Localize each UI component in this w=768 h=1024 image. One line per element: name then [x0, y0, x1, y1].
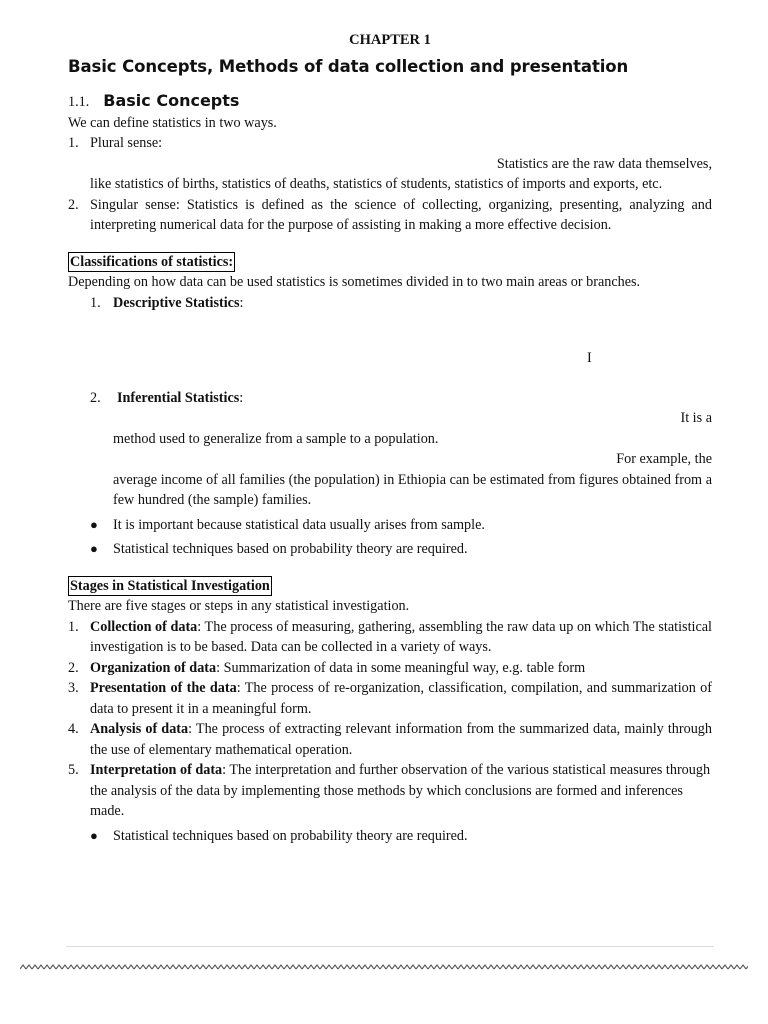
- stage-text: : The process of re-organization, classification, compilation, and summarization of data to present it in a meaningful form.: [90, 680, 712, 717]
- section-number: 1.1.: [68, 94, 90, 110]
- section-heading: [68, 91, 712, 113]
- list-number: 2.: [68, 196, 79, 213]
- stages-heading: Stages in Statistical Investigation: [70, 577, 270, 594]
- stage-item: [68, 678, 712, 719]
- stage-name: Analysis of data: [90, 721, 189, 737]
- stage-text: : The interpretation and further observation of the various statistical measures through the analysis of the data by implementing those methods by which conclusions are formed and inferences made.: [90, 762, 711, 819]
- list-number: 3.: [68, 680, 79, 696]
- definition-right-text: Statistics are the raw data themselves,: [496, 155, 712, 172]
- definition-item: [68, 195, 712, 236]
- stage-text: : Summarization of data in some meaningful way, e.g. table form: [216, 659, 586, 676]
- stages-bullets: [90, 826, 712, 847]
- stage-item: [68, 658, 712, 679]
- list-number: 2.: [90, 389, 101, 406]
- intro-text: We can define statistics in two ways.: [68, 114, 277, 131]
- inferential-right-2: For example, the: [616, 451, 712, 467]
- definition-rest: like statistics of births, statistics of deaths, statistics of students, statistics of imports and exports, etc.: [90, 176, 663, 192]
- footer-divider: [66, 946, 714, 947]
- stage-item: [68, 719, 712, 760]
- inferential-right-1: It is a: [680, 410, 712, 426]
- classification-item-descriptive: [90, 293, 712, 314]
- stage-name: Interpretation of data: [90, 762, 223, 778]
- section-title: Basic Concepts: [103, 91, 240, 110]
- inferential-line-2: method used to generalize from a sample to a population.: [113, 430, 439, 447]
- stage-name: Collection of data: [90, 618, 198, 635]
- inferential-rest: average income of all families (the population) in Ethiopia can be estimated from figures obtained from a few hundred (the sample) families.: [113, 471, 712, 508]
- stray-mark: I: [587, 350, 592, 366]
- stage-item: [68, 617, 712, 658]
- bullet-icon: ●: [90, 541, 98, 556]
- bullet-text: Statistical techniques based on probability theory are required.: [113, 541, 468, 557]
- bullet-text: Statistical techniques based on probability theory are required.: [113, 827, 468, 844]
- document-page: [68, 30, 712, 846]
- definition-label: Plural sense:: [90, 135, 163, 151]
- list-number: 1.: [68, 135, 79, 151]
- classification-name: Inferential Statistics: [117, 389, 240, 406]
- colon: :: [239, 389, 244, 406]
- list-number: 1.: [68, 618, 79, 635]
- definitions-list: [68, 133, 712, 236]
- stages-intro: There are five stages or steps in any statistical investigation.: [68, 598, 410, 614]
- stage-text: : The process of extracting relevant information from the summarized data, mainly through the use of elementary mathematical operation.: [90, 721, 712, 758]
- list-item: [90, 539, 712, 560]
- classifications-intro: Depending on how data can be used statistics is sometimes divided in to two main areas or branches.: [68, 274, 641, 290]
- list-number: 2.: [68, 659, 79, 676]
- list-number: 4.: [68, 721, 79, 737]
- list-number: 1.: [90, 294, 101, 311]
- classification-name: Descriptive Statistics: [113, 294, 240, 311]
- classification-item-inferential: [90, 388, 712, 409]
- bullet-text: It is important because statistical data usually arises from sample.: [113, 516, 485, 533]
- bullet-icon: ●: [90, 516, 98, 532]
- chapter-title: Basic Concepts, Methods of data collection and presentation: [68, 56, 629, 76]
- definition-text: Singular sense: Statistics is defined as the science of collecting, organizing, presenting, analyzing and interpreting numerical data for the purpose of assisting in making a more effective decision.: [90, 196, 712, 233]
- classifications-heading: Classifications of statistics:: [70, 253, 234, 270]
- classification-bullets: [90, 515, 712, 560]
- list-item: [90, 826, 712, 847]
- stage-item: [68, 760, 712, 822]
- stages-list: [68, 617, 712, 822]
- stage-name: Organization of data: [90, 659, 217, 676]
- definition-item: [68, 133, 712, 195]
- stage-text: : The process of measuring, gathering, assembling the raw data up on which The statistical investigation is to be based. Data can be collected in a variety of ways.: [90, 618, 712, 655]
- list-item: [90, 515, 712, 536]
- list-number: 5.: [68, 762, 79, 778]
- colon: :: [239, 294, 244, 311]
- stage-name: Presentation of the data: [90, 680, 237, 696]
- bullet-icon: ●: [90, 827, 98, 843]
- chapter-label: CHAPTER 1: [349, 32, 431, 48]
- page-edge-divider: [20, 963, 748, 971]
